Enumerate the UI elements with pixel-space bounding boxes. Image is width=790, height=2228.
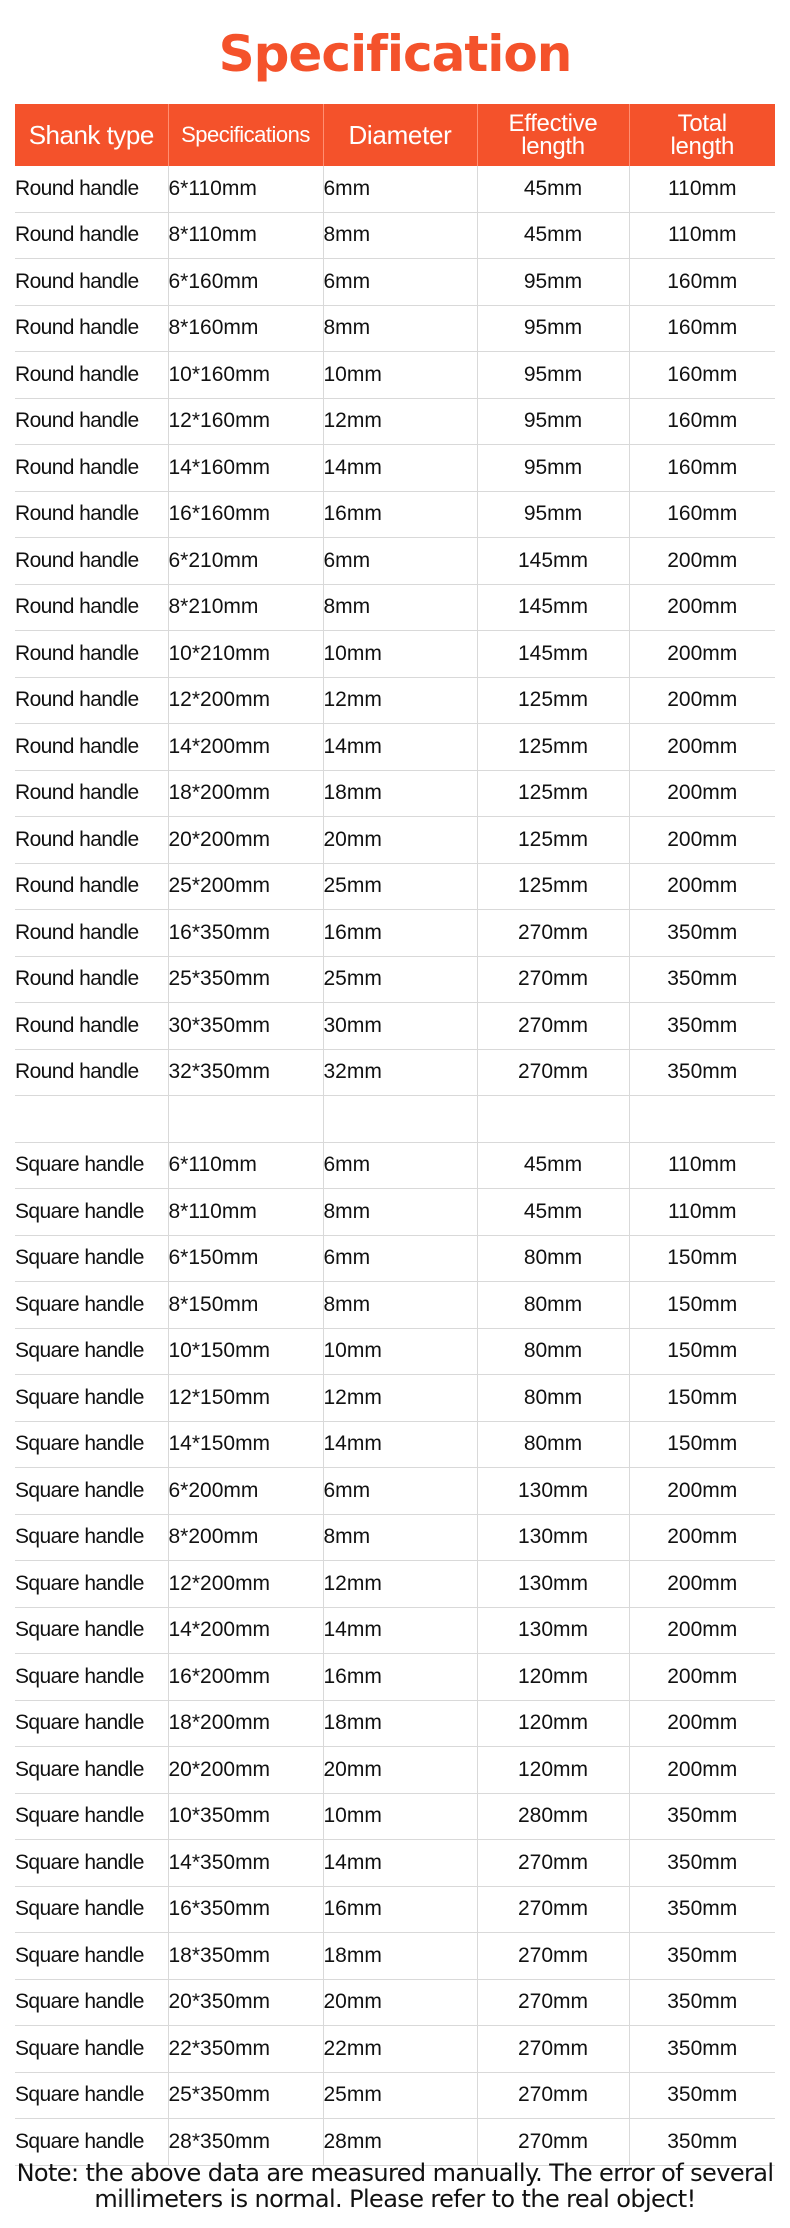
- header-total-length-line1: Total: [677, 110, 727, 137]
- table-row: [15, 1421, 775, 1468]
- cell-specification: 8*110mm: [168, 212, 323, 259]
- cell-diameter: 14mm: [323, 445, 477, 492]
- cell-specification: 8*200mm: [168, 1514, 323, 1561]
- cell-shank-type: Square handle: [15, 1700, 168, 1747]
- cell-total-length: 350mm: [629, 1979, 775, 2026]
- cell-specification: 12*200mm: [168, 677, 323, 724]
- cell-effective-length: 125mm: [477, 817, 629, 864]
- header-total-length-line2: length: [670, 133, 735, 160]
- cell-effective-length: 120mm: [477, 1654, 629, 1701]
- table-row: [15, 1933, 775, 1980]
- cell-specification: 12*160mm: [168, 398, 323, 445]
- cell-diameter: 8mm: [323, 212, 477, 259]
- table-row: [15, 2026, 775, 2073]
- cell-diameter: 8mm: [323, 1514, 477, 1561]
- cell-diameter: 25mm: [323, 956, 477, 1003]
- cell-shank-type: Square handle: [15, 2026, 168, 2073]
- table-row: [15, 352, 775, 399]
- cell-effective-length: 270mm: [477, 956, 629, 1003]
- cell-specification: 14*160mm: [168, 445, 323, 492]
- cell-total-length: 200mm: [629, 1561, 775, 1608]
- cell-specification: 20*200mm: [168, 1747, 323, 1794]
- cell-effective-length: 270mm: [477, 2119, 629, 2166]
- cell-total-length: 150mm: [629, 1282, 775, 1329]
- cell-effective-length: 95mm: [477, 352, 629, 399]
- cell-specification: 6*200mm: [168, 1468, 323, 1515]
- table-row: [15, 1700, 775, 1747]
- cell-specification: 6*160mm: [168, 259, 323, 306]
- cell-total-length: 160mm: [629, 445, 775, 492]
- cell-specification: 22*350mm: [168, 2026, 323, 2073]
- cell-diameter: 16mm: [323, 1654, 477, 1701]
- table-row: [15, 1468, 775, 1515]
- cell-total-length: 160mm: [629, 305, 775, 352]
- cell-total-length: 150mm: [629, 1328, 775, 1375]
- spec-table-body: [15, 166, 775, 2165]
- cell-total-length: 200mm: [629, 1700, 775, 1747]
- cell-diameter: 14mm: [323, 1840, 477, 1887]
- cell-total-length: 200mm: [629, 538, 775, 585]
- cell-diameter: 12mm: [323, 1561, 477, 1608]
- cell-total-length: 160mm: [629, 398, 775, 445]
- cell-total-length: 350mm: [629, 1049, 775, 1096]
- cell-diameter: 10mm: [323, 1328, 477, 1375]
- cell-diameter: 28mm: [323, 2119, 477, 2166]
- cell-shank-type: Square handle: [15, 1747, 168, 1794]
- cell-specification: 20*350mm: [168, 1979, 323, 2026]
- cell-shank-type: Round handle: [15, 910, 168, 957]
- table-row: [15, 212, 775, 259]
- table-row: [15, 1793, 775, 1840]
- empty-cell: [323, 1096, 477, 1143]
- table-row: [15, 305, 775, 352]
- cell-total-length: 200mm: [629, 817, 775, 864]
- cell-total-length: 160mm: [629, 491, 775, 538]
- cell-diameter: 12mm: [323, 1375, 477, 1422]
- cell-shank-type: Square handle: [15, 1793, 168, 1840]
- table-row: [15, 398, 775, 445]
- empty-cell: [15, 1096, 168, 1143]
- cell-diameter: 30mm: [323, 1003, 477, 1050]
- cell-effective-length: 125mm: [477, 770, 629, 817]
- cell-effective-length: 95mm: [477, 398, 629, 445]
- table-row: [15, 863, 775, 910]
- cell-shank-type: Round handle: [15, 538, 168, 585]
- cell-specification: 14*350mm: [168, 1840, 323, 1887]
- cell-total-length: 200mm: [629, 584, 775, 631]
- cell-diameter: 16mm: [323, 1886, 477, 1933]
- cell-shank-type: Square handle: [15, 1189, 168, 1236]
- cell-effective-length: 45mm: [477, 212, 629, 259]
- table-row: [15, 1979, 775, 2026]
- cell-effective-length: 270mm: [477, 1003, 629, 1050]
- cell-diameter: 8mm: [323, 305, 477, 352]
- cell-total-length: 200mm: [629, 1514, 775, 1561]
- cell-specification: 8*150mm: [168, 1282, 323, 1329]
- cell-total-length: 150mm: [629, 1421, 775, 1468]
- cell-effective-length: 270mm: [477, 1886, 629, 1933]
- cell-specification: 10*160mm: [168, 352, 323, 399]
- cell-total-length: 200mm: [629, 770, 775, 817]
- cell-diameter: 6mm: [323, 1142, 477, 1189]
- table-row: [15, 1514, 775, 1561]
- table-row: [15, 1375, 775, 1422]
- cell-specification: 16*160mm: [168, 491, 323, 538]
- cell-shank-type: Square handle: [15, 1142, 168, 1189]
- table-separator-row: [15, 1096, 775, 1143]
- table-row: [15, 1607, 775, 1654]
- cell-total-length: 350mm: [629, 1933, 775, 1980]
- cell-diameter: 16mm: [323, 491, 477, 538]
- table-row: [15, 1747, 775, 1794]
- table-row: [15, 910, 775, 957]
- cell-diameter: 10mm: [323, 352, 477, 399]
- cell-specification: 30*350mm: [168, 1003, 323, 1050]
- cell-total-length: 350mm: [629, 1793, 775, 1840]
- cell-effective-length: 125mm: [477, 724, 629, 771]
- cell-diameter: 14mm: [323, 724, 477, 771]
- cell-effective-length: 125mm: [477, 863, 629, 910]
- cell-total-length: 110mm: [629, 166, 775, 212]
- cell-specification: 32*350mm: [168, 1049, 323, 1096]
- cell-effective-length: 120mm: [477, 1700, 629, 1747]
- cell-specification: 25*200mm: [168, 863, 323, 910]
- cell-total-length: 110mm: [629, 212, 775, 259]
- cell-effective-length: 270mm: [477, 1049, 629, 1096]
- cell-effective-length: 45mm: [477, 1142, 629, 1189]
- cell-shank-type: Round handle: [15, 352, 168, 399]
- cell-diameter: 20mm: [323, 1979, 477, 2026]
- cell-total-length: 350mm: [629, 910, 775, 957]
- cell-shank-type: Round handle: [15, 398, 168, 445]
- cell-effective-length: 95mm: [477, 305, 629, 352]
- cell-shank-type: Square handle: [15, 1607, 168, 1654]
- header-effective-length: [477, 104, 629, 166]
- cell-effective-length: 270mm: [477, 910, 629, 957]
- cell-shank-type: Round handle: [15, 491, 168, 538]
- header-effective-length-line1: Effective: [508, 110, 598, 137]
- cell-effective-length: 145mm: [477, 584, 629, 631]
- measurement-note: [0, 2160, 790, 2212]
- table-row: [15, 1282, 775, 1329]
- cell-specification: 8*160mm: [168, 305, 323, 352]
- table-row: [15, 1049, 775, 1096]
- cell-shank-type: Square handle: [15, 1235, 168, 1282]
- empty-cell: [168, 1096, 323, 1143]
- cell-shank-type: Square handle: [15, 1933, 168, 1980]
- cell-total-length: 160mm: [629, 259, 775, 306]
- cell-specification: 10*210mm: [168, 631, 323, 678]
- cell-effective-length: 270mm: [477, 2072, 629, 2119]
- cell-diameter: 32mm: [323, 1049, 477, 1096]
- cell-shank-type: Square handle: [15, 1886, 168, 1933]
- cell-effective-length: 80mm: [477, 1421, 629, 1468]
- cell-diameter: 6mm: [323, 1468, 477, 1515]
- cell-specification: 25*350mm: [168, 2072, 323, 2119]
- cell-diameter: 10mm: [323, 631, 477, 678]
- cell-shank-type: Round handle: [15, 956, 168, 1003]
- cell-specification: 8*110mm: [168, 1189, 323, 1236]
- cell-total-length: 350mm: [629, 2026, 775, 2073]
- table-row: [15, 724, 775, 771]
- cell-specification: 20*200mm: [168, 817, 323, 864]
- cell-diameter: 12mm: [323, 677, 477, 724]
- cell-shank-type: Square handle: [15, 1979, 168, 2026]
- cell-shank-type: Round handle: [15, 305, 168, 352]
- cell-total-length: 350mm: [629, 1003, 775, 1050]
- table-row: [15, 445, 775, 492]
- cell-total-length: 200mm: [629, 1747, 775, 1794]
- cell-specification: 6*110mm: [168, 1142, 323, 1189]
- cell-specification: 14*200mm: [168, 724, 323, 771]
- cell-specification: 18*200mm: [168, 1700, 323, 1747]
- cell-specification: 12*150mm: [168, 1375, 323, 1422]
- cell-shank-type: Round handle: [15, 1049, 168, 1096]
- cell-shank-type: Round handle: [15, 631, 168, 678]
- table-row: [15, 1142, 775, 1189]
- cell-effective-length: 45mm: [477, 166, 629, 212]
- note-line-1: Note: the above data are measured manually. The error of several: [16, 2159, 774, 2187]
- cell-effective-length: 270mm: [477, 1933, 629, 1980]
- cell-shank-type: Round handle: [15, 724, 168, 771]
- table-row: [15, 538, 775, 585]
- cell-total-length: 350mm: [629, 2072, 775, 2119]
- cell-total-length: 200mm: [629, 1607, 775, 1654]
- cell-diameter: 22mm: [323, 2026, 477, 2073]
- cell-specification: 6*110mm: [168, 166, 323, 212]
- table-row: [15, 584, 775, 631]
- cell-diameter: 25mm: [323, 2072, 477, 2119]
- note-line-2: millimeters is normal. Please refer to the real object!: [94, 2185, 696, 2213]
- cell-effective-length: 130mm: [477, 1468, 629, 1515]
- cell-total-length: 110mm: [629, 1142, 775, 1189]
- cell-specification: 6*150mm: [168, 1235, 323, 1282]
- cell-specification: 16*350mm: [168, 910, 323, 957]
- cell-diameter: 10mm: [323, 1793, 477, 1840]
- cell-total-length: 350mm: [629, 956, 775, 1003]
- spec-table-header: [15, 104, 775, 166]
- table-row: [15, 956, 775, 1003]
- cell-shank-type: Round handle: [15, 863, 168, 910]
- cell-total-length: 110mm: [629, 1189, 775, 1236]
- cell-diameter: 8mm: [323, 584, 477, 631]
- table-row: [15, 1886, 775, 1933]
- cell-shank-type: Square handle: [15, 1514, 168, 1561]
- cell-effective-length: 270mm: [477, 2026, 629, 2073]
- cell-effective-length: 145mm: [477, 538, 629, 585]
- table-row: [15, 1235, 775, 1282]
- cell-total-length: 200mm: [629, 863, 775, 910]
- cell-specification: 8*210mm: [168, 584, 323, 631]
- table-row: [15, 677, 775, 724]
- table-row: [15, 491, 775, 538]
- page-title: Specification: [218, 25, 572, 83]
- cell-total-length: 200mm: [629, 1654, 775, 1701]
- cell-specification: 18*200mm: [168, 770, 323, 817]
- table-row: [15, 770, 775, 817]
- header-shank-type: Shank type: [15, 104, 168, 166]
- cell-total-length: 350mm: [629, 2119, 775, 2166]
- cell-diameter: 12mm: [323, 398, 477, 445]
- cell-specification: 6*210mm: [168, 538, 323, 585]
- table-row: [15, 259, 775, 306]
- cell-effective-length: 120mm: [477, 1747, 629, 1794]
- header-diameter: Diameter: [323, 104, 477, 166]
- table-row: [15, 2072, 775, 2119]
- cell-effective-length: 270mm: [477, 1979, 629, 2026]
- cell-diameter: 6mm: [323, 538, 477, 585]
- cell-specification: 25*350mm: [168, 956, 323, 1003]
- cell-diameter: 16mm: [323, 910, 477, 957]
- table-row: [15, 1561, 775, 1608]
- cell-total-length: 200mm: [629, 1468, 775, 1515]
- cell-shank-type: Square handle: [15, 1375, 168, 1422]
- header-effective-length-line2: length: [521, 133, 585, 160]
- cell-effective-length: 80mm: [477, 1375, 629, 1422]
- cell-shank-type: Round handle: [15, 1003, 168, 1050]
- cell-effective-length: 130mm: [477, 1514, 629, 1561]
- cell-diameter: 14mm: [323, 1421, 477, 1468]
- cell-total-length: 350mm: [629, 1840, 775, 1887]
- table-row: [15, 1003, 775, 1050]
- cell-shank-type: Round handle: [15, 445, 168, 492]
- cell-diameter: 8mm: [323, 1189, 477, 1236]
- cell-effective-length: 130mm: [477, 1561, 629, 1608]
- cell-total-length: 150mm: [629, 1375, 775, 1422]
- cell-specification: 10*350mm: [168, 1793, 323, 1840]
- table-row: [15, 1328, 775, 1375]
- table-row: [15, 817, 775, 864]
- cell-shank-type: Square handle: [15, 1561, 168, 1608]
- cell-specification: 16*200mm: [168, 1654, 323, 1701]
- cell-shank-type: Square handle: [15, 1282, 168, 1329]
- cell-diameter: 20mm: [323, 817, 477, 864]
- cell-shank-type: Round handle: [15, 584, 168, 631]
- cell-shank-type: Round handle: [15, 166, 168, 212]
- cell-diameter: 18mm: [323, 1700, 477, 1747]
- cell-total-length: 150mm: [629, 1235, 775, 1282]
- table-row: [15, 631, 775, 678]
- cell-total-length: 200mm: [629, 677, 775, 724]
- cell-total-length: 200mm: [629, 631, 775, 678]
- cell-specification: 14*200mm: [168, 1607, 323, 1654]
- cell-shank-type: Round handle: [15, 677, 168, 724]
- table-row: [15, 1840, 775, 1887]
- cell-specification: 28*350mm: [168, 2119, 323, 2166]
- cell-diameter: 14mm: [323, 1607, 477, 1654]
- cell-effective-length: 95mm: [477, 445, 629, 492]
- header-total-length: [629, 104, 775, 166]
- cell-effective-length: 130mm: [477, 1607, 629, 1654]
- cell-shank-type: Square handle: [15, 1654, 168, 1701]
- cell-total-length: 200mm: [629, 724, 775, 771]
- cell-effective-length: 95mm: [477, 491, 629, 538]
- cell-effective-length: 125mm: [477, 677, 629, 724]
- cell-shank-type: Square handle: [15, 2119, 168, 2166]
- cell-shank-type: Square handle: [15, 1840, 168, 1887]
- cell-effective-length: 45mm: [477, 1189, 629, 1236]
- cell-diameter: 8mm: [323, 1282, 477, 1329]
- table-row: [15, 1189, 775, 1236]
- cell-shank-type: Square handle: [15, 2072, 168, 2119]
- cell-specification: 14*150mm: [168, 1421, 323, 1468]
- cell-diameter: 20mm: [323, 1747, 477, 1794]
- empty-cell: [477, 1096, 629, 1143]
- cell-effective-length: 80mm: [477, 1235, 629, 1282]
- cell-effective-length: 145mm: [477, 631, 629, 678]
- cell-specification: 10*150mm: [168, 1328, 323, 1375]
- cell-diameter: 18mm: [323, 770, 477, 817]
- cell-specification: 12*200mm: [168, 1561, 323, 1608]
- empty-cell: [629, 1096, 775, 1143]
- cell-shank-type: Round handle: [15, 212, 168, 259]
- cell-specification: 16*350mm: [168, 1886, 323, 1933]
- header-specifications: Specifications: [168, 104, 323, 166]
- cell-total-length: 160mm: [629, 352, 775, 399]
- cell-specification: 18*350mm: [168, 1933, 323, 1980]
- cell-effective-length: 80mm: [477, 1282, 629, 1329]
- cell-shank-type: Round handle: [15, 259, 168, 306]
- cell-shank-type: Square handle: [15, 1468, 168, 1515]
- cell-diameter: 6mm: [323, 1235, 477, 1282]
- cell-shank-type: Round handle: [15, 770, 168, 817]
- cell-shank-type: Square handle: [15, 1421, 168, 1468]
- header-row: [15, 104, 775, 166]
- cell-diameter: 6mm: [323, 166, 477, 212]
- cell-effective-length: 80mm: [477, 1328, 629, 1375]
- spec-table: [15, 104, 775, 2166]
- cell-total-length: 350mm: [629, 1886, 775, 1933]
- cell-effective-length: 280mm: [477, 1793, 629, 1840]
- cell-diameter: 25mm: [323, 863, 477, 910]
- cell-diameter: 6mm: [323, 259, 477, 306]
- cell-diameter: 18mm: [323, 1933, 477, 1980]
- cell-effective-length: 95mm: [477, 259, 629, 306]
- table-row: [15, 1654, 775, 1701]
- table-row: [15, 166, 775, 212]
- cell-shank-type: Round handle: [15, 817, 168, 864]
- cell-shank-type: Square handle: [15, 1328, 168, 1375]
- cell-effective-length: 270mm: [477, 1840, 629, 1887]
